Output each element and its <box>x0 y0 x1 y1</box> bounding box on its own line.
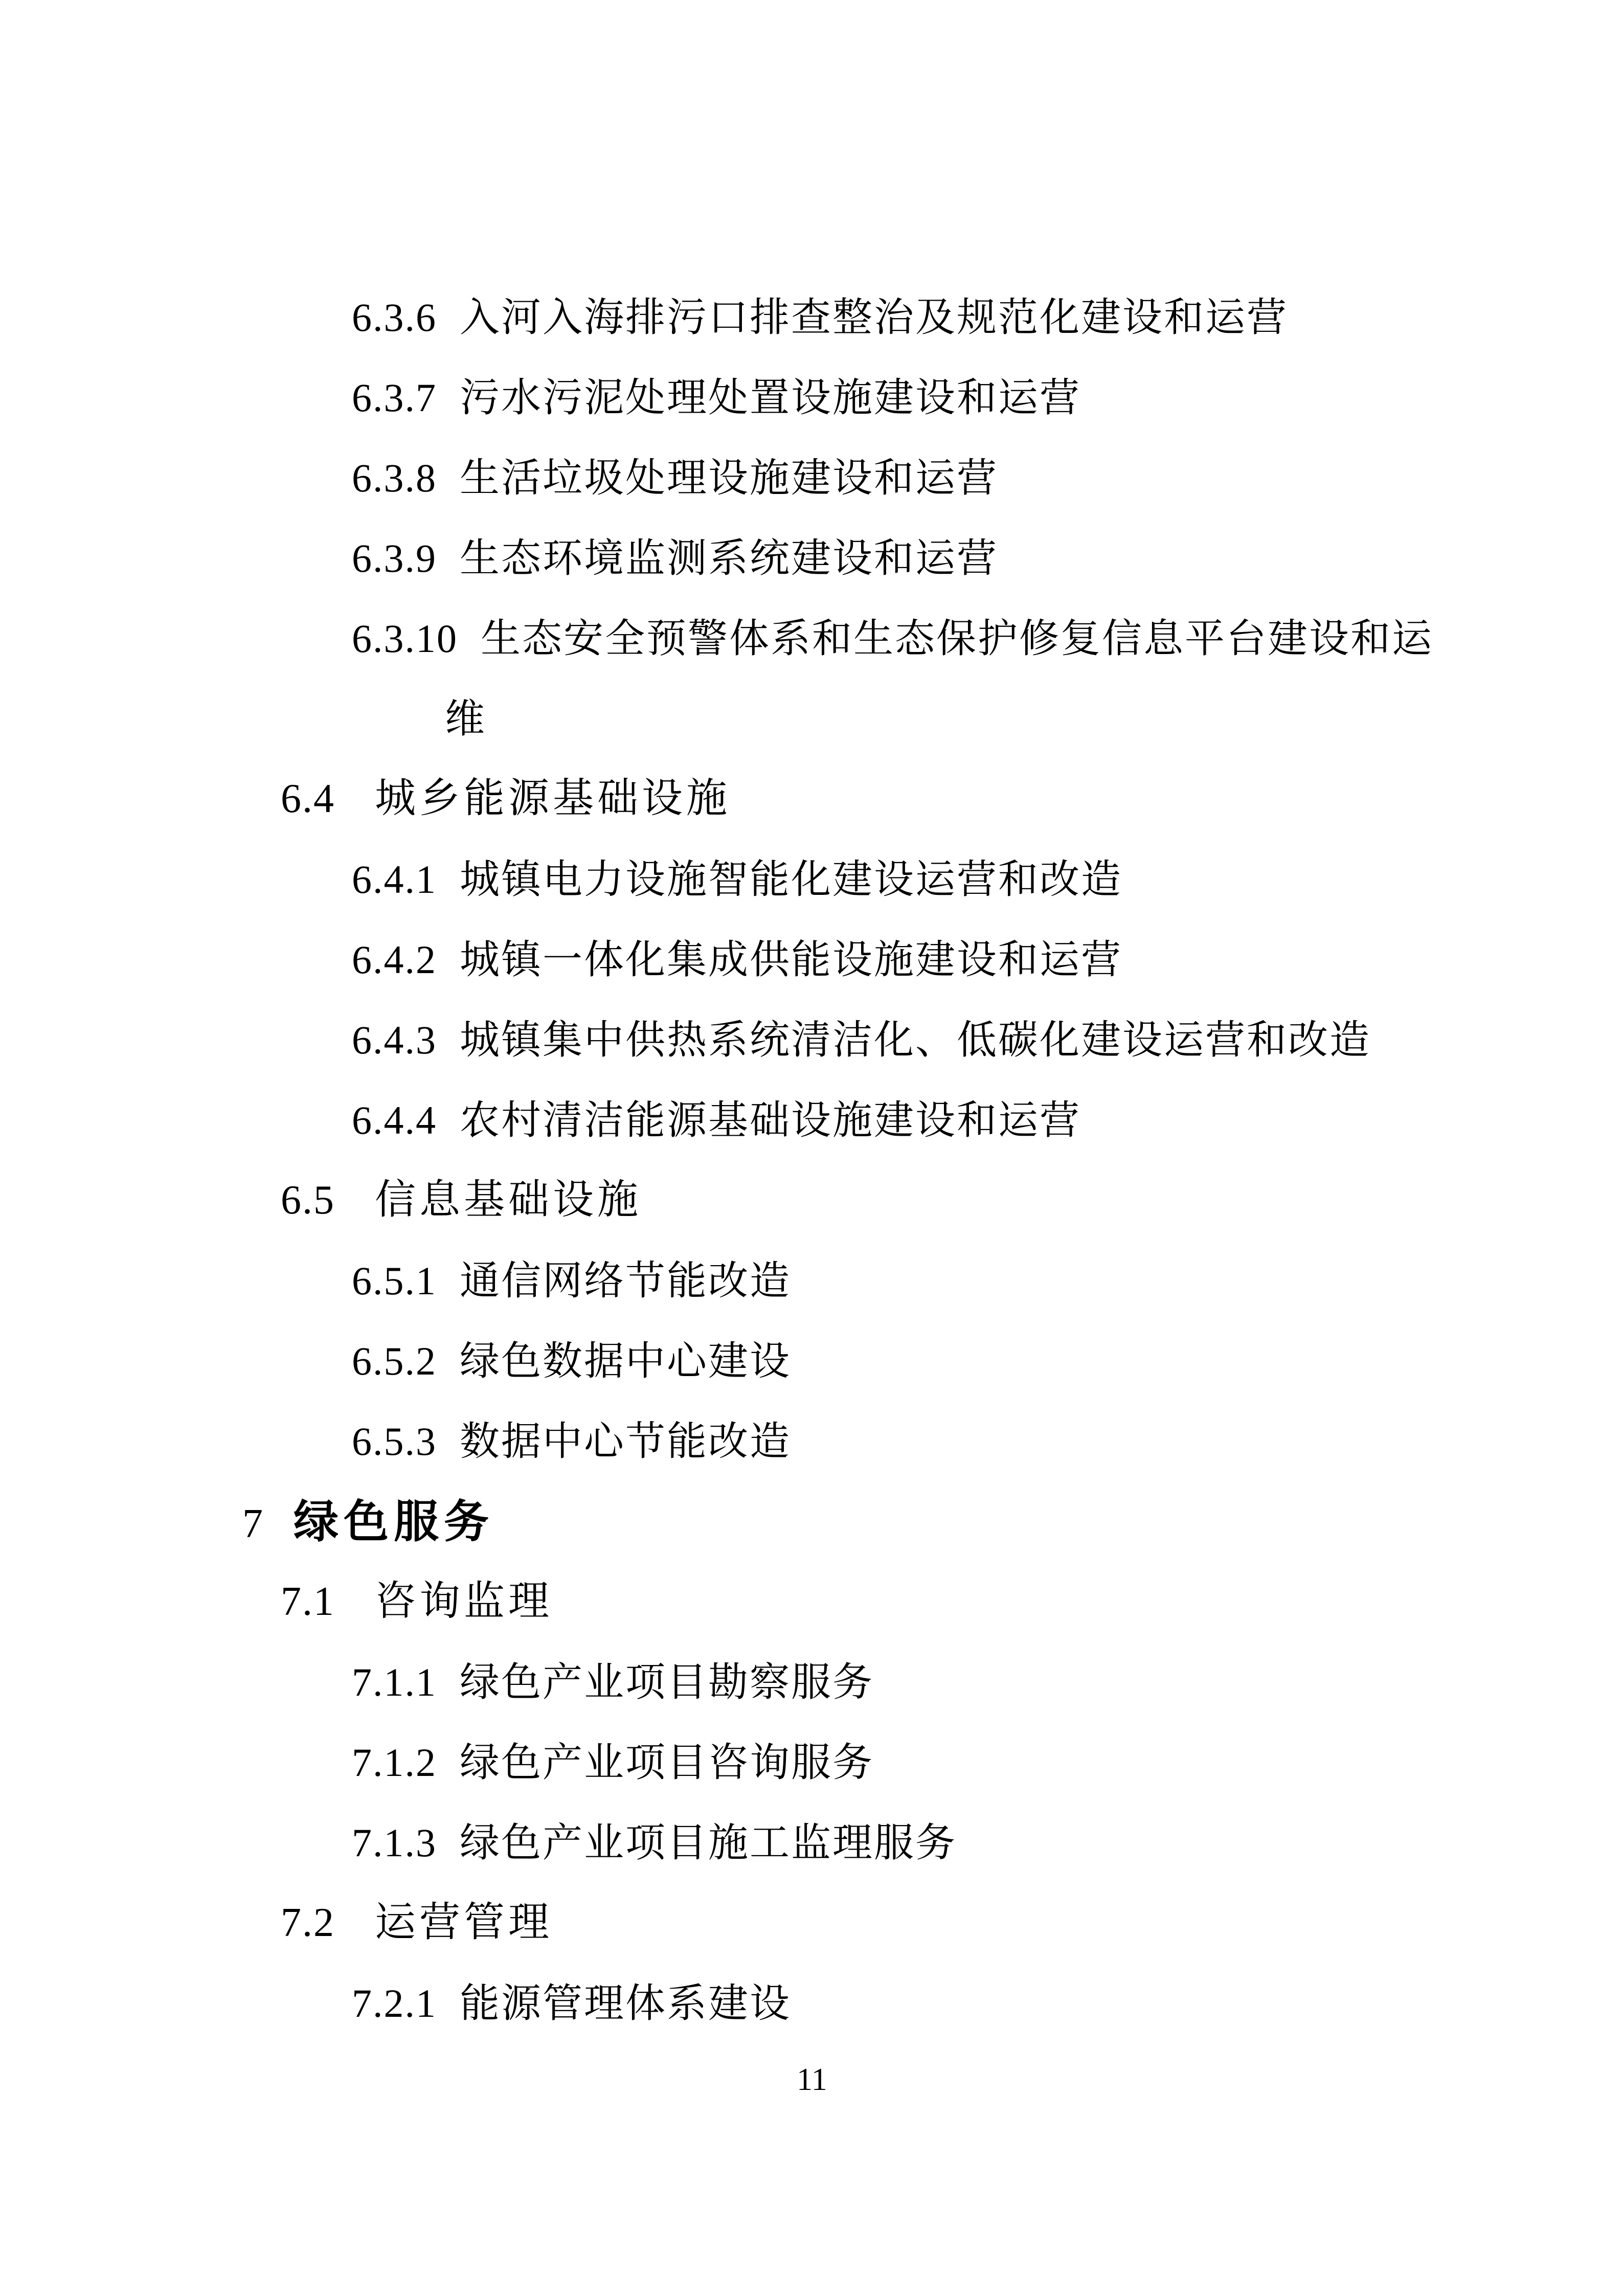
toc-item-number: 6.4 <box>281 776 335 821</box>
toc-item-number: 7.1.3 <box>352 1820 437 1865</box>
toc-item-title: 污水污泥处理处置设施建设和运营 <box>460 375 1081 420</box>
toc-line <box>0 1401 1624 1481</box>
toc-line <box>0 839 1624 919</box>
toc-item-number: 7.1.2 <box>352 1740 437 1785</box>
toc-line <box>0 759 1624 839</box>
toc-item-title: 能源管理体系建设 <box>460 1981 792 2025</box>
toc-line <box>0 518 1624 598</box>
toc-line <box>0 438 1624 518</box>
toc-line <box>0 1321 1624 1401</box>
toc-line <box>0 1803 1624 1883</box>
toc-line <box>0 1481 1624 1562</box>
toc-item-number: 7.2.1 <box>352 1981 437 2025</box>
toc-line <box>0 1562 1624 1642</box>
page-number: 11 <box>797 2062 827 2097</box>
toc-item-title: 咨询监理 <box>375 1579 553 1624</box>
toc-item-number: 6.3.9 <box>352 536 437 580</box>
toc-item-title: 信息基础设施 <box>375 1178 642 1223</box>
toc-item-title: 生态环境监测系统建设和运营 <box>460 536 999 580</box>
toc-item-title: 绿色数据中心建设 <box>460 1339 792 1383</box>
toc-item-number: 6.4.1 <box>352 857 437 902</box>
toc-item-number: 6.3.6 <box>352 295 437 340</box>
toc-item-number: 6.4.3 <box>352 1018 437 1062</box>
toc-item-title: 城镇一体化集成供能设施建设和运营 <box>460 937 1123 982</box>
toc-item-number: 6.5.3 <box>352 1419 437 1464</box>
toc-item-number: 6.5.1 <box>352 1258 437 1303</box>
toc-line <box>0 598 1624 679</box>
toc-item-title: 绿色产业项目勘察服务 <box>460 1660 874 1704</box>
toc <box>0 277 1624 2043</box>
toc-line <box>0 1080 1624 1160</box>
toc-item-title: 绿色产业项目咨询服务 <box>460 1740 874 1785</box>
toc-item-title: 绿色产业项目施工监理服务 <box>460 1820 957 1865</box>
toc-line <box>0 679 1624 759</box>
toc-item-number: 6.3.10 <box>352 616 458 661</box>
toc-item-title: 城乡能源基础设施 <box>375 776 731 821</box>
toc-item-title: 城镇电力设施智能化建设运营和改造 <box>460 857 1123 902</box>
toc-item-title: 通信网络节能改造 <box>460 1258 792 1303</box>
toc-item-title: 农村清洁能源基础设施建设和运营 <box>460 1098 1081 1142</box>
toc-line <box>0 1160 1624 1241</box>
toc-item-number: 7.2 <box>281 1900 335 1945</box>
toc-line <box>0 919 1624 1000</box>
toc-item-number: 7.1 <box>281 1579 335 1624</box>
toc-line <box>0 357 1624 438</box>
toc-item-number: 7 <box>242 1501 264 1546</box>
toc-item-number: 7.1.1 <box>352 1660 437 1704</box>
toc-item-number: 6.5 <box>281 1178 335 1223</box>
toc-item-title: 入河入海排污口排查整治及规范化建设和运营 <box>460 295 1289 340</box>
toc-item-number: 6.4.4 <box>352 1098 437 1142</box>
toc-item-title: 维 <box>445 696 487 741</box>
toc-line <box>0 1241 1624 1321</box>
toc-line <box>0 1963 1624 2043</box>
toc-item-number: 6.3.7 <box>352 375 437 420</box>
toc-line <box>0 1000 1624 1080</box>
toc-item-number: 6.5.2 <box>352 1339 437 1383</box>
toc-item-title: 生活垃圾处理设施建设和运营 <box>460 456 999 500</box>
toc-item-number: 6.4.2 <box>352 937 437 982</box>
toc-line <box>0 1883 1624 1963</box>
toc-item-title: 城镇集中供热系统清洁化、低碳化建设运营和改造 <box>460 1018 1371 1062</box>
toc-item-title: 生态安全预警体系和生态保护修复信息平台建设和运 <box>481 616 1434 661</box>
toc-item-title: 绿色服务 <box>294 1495 494 1548</box>
toc-line <box>0 1642 1624 1722</box>
toc-line <box>0 277 1624 357</box>
toc-item-title: 运营管理 <box>375 1900 553 1945</box>
toc-item-number: 6.3.8 <box>352 456 437 500</box>
toc-line <box>0 1722 1624 1803</box>
toc-item-title: 数据中心节能改造 <box>460 1419 792 1464</box>
